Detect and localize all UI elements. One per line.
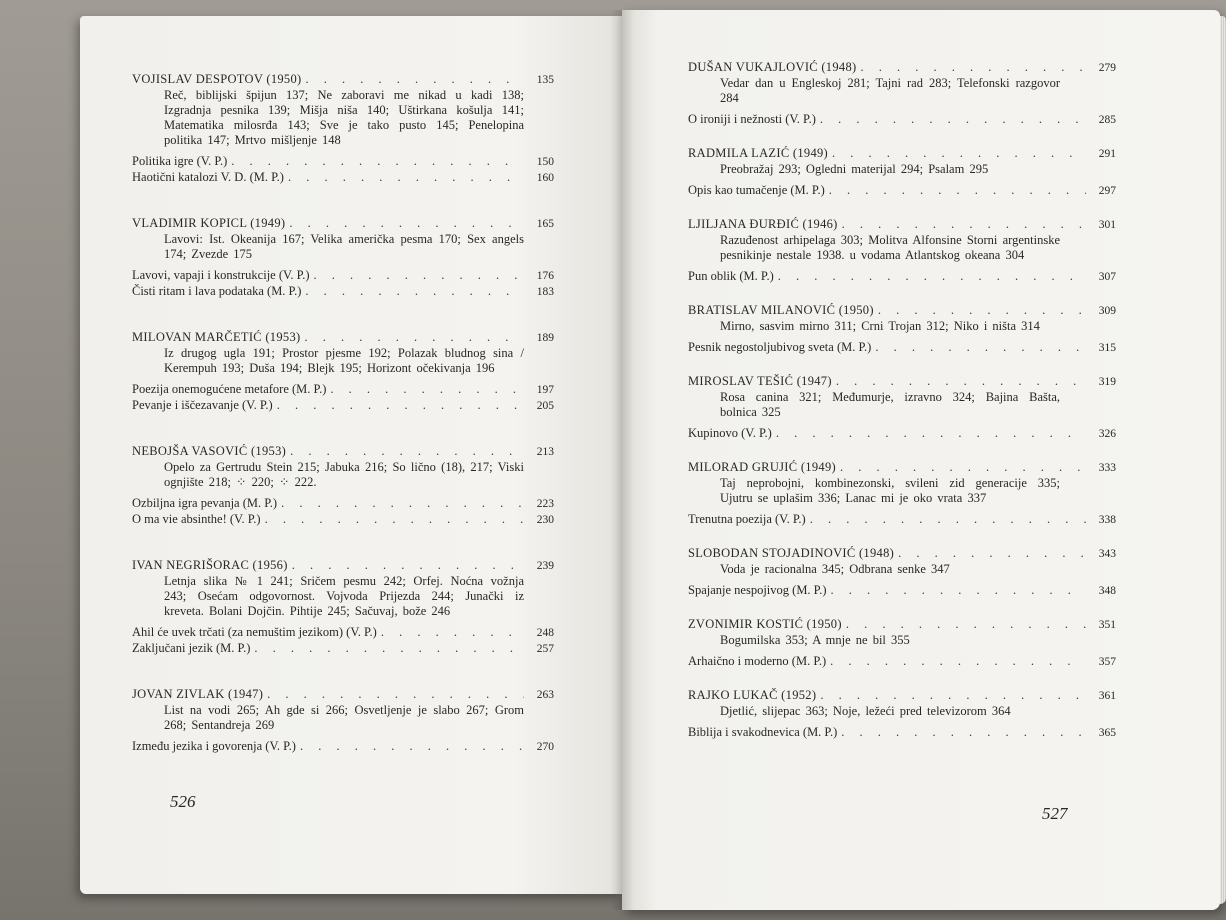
toc-author-line — [132, 558, 554, 574]
group-gap — [688, 136, 1116, 146]
page-ref: 338 — [1098, 514, 1116, 526]
leader-dots — [875, 340, 1086, 355]
toc-essay-line — [688, 725, 1116, 741]
essay-title: Pesnik negostoljubivog sveta (M. P.) — [688, 340, 872, 354]
essay-title: Čisti ritam i lava podataka (M. P.) — [132, 284, 302, 298]
page-ref: 248 — [536, 627, 554, 639]
toc-author-block — [132, 558, 554, 657]
toc-author-line — [688, 146, 1116, 162]
page-ref: 239 — [536, 560, 554, 572]
leader-dots — [846, 617, 1086, 632]
page-ref: 307 — [1098, 271, 1116, 283]
poem-list: List na vodi 265; Ah gde si 266; Osvetljenje je slabo 267; Grom 268; Sentandreja 269 — [164, 703, 524, 732]
leader-dots — [314, 268, 524, 283]
leader-dots — [292, 558, 524, 573]
author-name: RADMILA LAZIĆ (1949) — [688, 146, 829, 160]
page-ref: 351 — [1098, 619, 1116, 631]
toc-author-line — [688, 460, 1116, 476]
page-ref: 333 — [1098, 462, 1116, 474]
leader-dots — [290, 444, 524, 459]
leader-dots — [832, 146, 1086, 161]
page-ref: 135 — [536, 74, 554, 86]
page-ref: 285 — [1098, 114, 1116, 126]
group-gap — [132, 422, 554, 444]
leader-dots — [778, 269, 1086, 284]
toc-essay-line — [688, 183, 1116, 199]
leader-dots — [381, 625, 524, 640]
page-ref: 309 — [1098, 305, 1116, 317]
essay-title: Biblija i svakodnevica (M. P.) — [688, 725, 838, 739]
group-gap — [132, 665, 554, 687]
author-name: MIROSLAV TEŠIĆ (1947) — [688, 374, 832, 388]
right-toc — [688, 60, 1116, 749]
page-ref: 150 — [536, 156, 554, 168]
toc-essay-line — [132, 284, 554, 300]
page-ref: 365 — [1098, 727, 1116, 739]
leader-dots — [842, 217, 1086, 232]
essay-title: Pun oblik (M. P.) — [688, 269, 774, 283]
toc-author-block — [688, 546, 1116, 599]
leader-dots — [305, 284, 524, 299]
toc-essay-line — [132, 625, 554, 641]
toc-author-line — [132, 72, 554, 88]
essay-title: Spajanje nespojivog (M. P.) — [688, 583, 827, 597]
right-page-number: 527 — [1042, 804, 1068, 823]
essay-title: Opis kao tumačenje (M. P.) — [688, 183, 825, 197]
leader-dots — [254, 641, 524, 656]
toc-author-line — [688, 374, 1116, 390]
author-name: MILOVAN MARČETIĆ (1953) — [132, 330, 301, 344]
poem-list: Preobražaj 293; Ogledni materijal 294; Psalam 295 — [720, 162, 989, 176]
poem-list: Letnja slika № 1 241; Sričem pesmu 242; Orfej. Noćna vožnja 243; Osećam odgovornost. Vojvoda Prijezda 244; Junački iz kreveta. Bolani Dojčin. Pihtije 245; Sačuvaj, bože 246 — [164, 574, 524, 618]
page-ref: 270 — [536, 741, 554, 753]
page-ref: 230 — [536, 514, 554, 526]
group-gap — [688, 207, 1116, 217]
group-gap — [688, 607, 1116, 617]
page-ref: 357 — [1098, 656, 1116, 668]
page-ref: 315 — [1098, 342, 1116, 354]
page-ref: 297 — [1098, 185, 1116, 197]
essay-title: Lavovi, vapaji i konstrukcije (V. P.) — [132, 268, 310, 282]
essay-title: Između jezika i govorenja (V. P.) — [132, 739, 296, 753]
page-ref: 263 — [536, 689, 554, 701]
page-ref: 257 — [536, 643, 554, 655]
toc-author-block — [688, 303, 1116, 356]
toc-author-block — [132, 72, 554, 186]
leader-dots — [820, 688, 1086, 703]
leader-dots — [304, 330, 524, 345]
poem-list: Iz drugog ugla 191; Prostor pjesme 192; Polazak bludnog sina / Kerempuh 193; Duša 194; Blejk 195; Horizont očekivanja 196 — [164, 346, 524, 375]
poem-list: Bogumilska 353; A mnje ne bil 355 — [720, 633, 910, 647]
author-name: JOVAN ZIVLAK (1947) — [132, 687, 264, 701]
author-name: ZVONIMIR KOSTIĆ (1950) — [688, 617, 842, 631]
leader-dots — [836, 374, 1086, 389]
toc-essay-line — [132, 170, 554, 186]
toc-author-block — [688, 688, 1116, 741]
author-name: RAJKO LUKAČ (1952) — [688, 688, 817, 702]
essay-title: Ozbiljna igra pevanja (M. P.) — [132, 496, 278, 510]
leader-dots — [898, 546, 1086, 561]
toc-author-line — [688, 546, 1116, 562]
poem-list: Vedar dan u Engleskoj 281; Tajni rad 283; Telefonski razgovor 284 — [720, 76, 1060, 105]
toc-author-block — [132, 444, 554, 528]
page-ref: 361 — [1098, 690, 1116, 702]
leader-dots — [820, 112, 1086, 127]
essay-title: Pevanje i iščezavanje (V. P.) — [132, 398, 273, 412]
essay-title: Arhaično i moderno (M. P.) — [688, 654, 827, 668]
leader-dots — [289, 216, 524, 231]
page-ref: 291 — [1098, 148, 1116, 160]
leader-dots — [306, 72, 525, 87]
toc-author-line — [688, 303, 1116, 319]
page-ref: 223 — [536, 498, 554, 510]
toc-essay-line — [688, 269, 1116, 285]
leader-dots — [841, 725, 1086, 740]
toc-author-line — [132, 687, 554, 703]
author-name: LJILJANA ĐURĐIĆ (1946) — [688, 217, 838, 231]
poem-list: Razuđenost arhipelaga 303; Molitva Alfonsine Storni argentinske pesnikinje nestale 1938. u vodama Atlantskog okeana 304 — [720, 233, 1060, 262]
essay-title: Zaključani jezik (M. P.) — [132, 641, 251, 655]
toc-essay-line — [688, 112, 1116, 128]
essay-title: O ma vie absinthe! (V. P.) — [132, 512, 261, 526]
group-gap — [688, 678, 1116, 688]
group-gap — [688, 450, 1116, 460]
toc-essay-line — [132, 382, 554, 398]
page-ref: 189 — [536, 332, 554, 344]
page-ref: 301 — [1098, 219, 1116, 231]
toc-author-line — [688, 60, 1116, 76]
toc-essay-line — [132, 641, 554, 657]
group-gap — [132, 308, 554, 330]
toc-author-block — [132, 687, 554, 755]
author-name: VOJISLAV DESPOTOV (1950) — [132, 72, 302, 86]
group-gap — [688, 536, 1116, 546]
toc-author-block — [688, 146, 1116, 199]
leader-dots — [330, 382, 524, 397]
group-gap — [688, 364, 1116, 374]
toc-essay-line — [688, 654, 1116, 670]
essay-title: Poezija onemogućene metafore (M. P.) — [132, 382, 327, 396]
leader-dots — [281, 496, 524, 511]
author-name: MILORAD GRUJIĆ (1949) — [688, 460, 836, 474]
toc-essay-line — [132, 268, 554, 284]
poem-list: Opelo za Gertrudu Stein 215; Jabuka 216; So lično (18), 217; Viski ognjište 218; ⁘ 220; ⁘ 222. — [164, 460, 524, 489]
leader-dots — [860, 60, 1086, 75]
left-page-number: 526 — [170, 792, 196, 811]
group-gap — [132, 536, 554, 558]
toc-author-line — [688, 688, 1116, 704]
page-ref: 213 — [536, 446, 554, 458]
toc-author-block — [688, 617, 1116, 670]
toc-author-block — [132, 330, 554, 414]
page-ref: 279 — [1098, 62, 1116, 74]
toc-author-line — [132, 216, 554, 232]
toc-author-line — [132, 444, 554, 460]
poem-list: Mirno, sasvim mirno 311; Crni Trojan 312; Niko i ništa 314 — [720, 319, 1040, 333]
toc-essay-line — [132, 496, 554, 512]
page-edge — [1220, 16, 1226, 904]
toc-essay-line — [132, 739, 554, 755]
toc-essay-line — [688, 583, 1116, 599]
toc-essay-line — [688, 340, 1116, 356]
poem-list: Lavovi: Ist. Okeanija 167; Velika američka pesma 170; Sex angels 174; Zvezde 175 — [164, 232, 524, 261]
poem-list: Taj neprobojni, kombinezonski, svileni zid generacije 335; Ujutru se uplašim 336; Lanac mi je oko vrata 337 — [720, 476, 1060, 505]
toc-essay-line — [132, 398, 554, 414]
toc-author-line — [132, 330, 554, 346]
leader-dots — [831, 583, 1086, 598]
page-ref: 319 — [1098, 376, 1116, 388]
left-toc — [132, 72, 554, 763]
poem-list: Rosa canina 321; Međumurje, izravno 324; Bajina Bašta, bolnica 325 — [720, 390, 1060, 419]
leader-dots — [830, 654, 1086, 669]
toc-author-line — [688, 217, 1116, 233]
toc-author-line — [688, 617, 1116, 633]
toc-essay-line — [132, 512, 554, 528]
leader-dots — [265, 512, 524, 527]
poem-list: Reč, biblijski špijun 137; Ne zaboravi me nikad u kadi 138; Izgradnja pesnika 139; Mišja niša 140; Uštirkana košulja 141; Matematika milosrđa 143; Sve je tako pusto 145; Penelopina politika 147; Mrtvo mišljenje 148 — [164, 88, 524, 147]
leader-dots — [829, 183, 1086, 198]
page-ref: 197 — [536, 384, 554, 396]
leader-dots — [878, 303, 1086, 318]
leader-dots — [300, 739, 524, 754]
essay-title: Haotični katalozi V. D. (M. P.) — [132, 170, 284, 184]
toc-essay-line — [688, 426, 1116, 442]
page-ref: 205 — [536, 400, 554, 412]
left-page — [80, 16, 622, 894]
leader-dots — [231, 154, 524, 169]
toc-author-block — [688, 60, 1116, 128]
poem-list: Voda je racionalna 345; Odbrana senke 347 — [720, 562, 950, 576]
author-name: DUŠAN VUKAJLOVIĆ (1948) — [688, 60, 857, 74]
toc-essay-line — [132, 154, 554, 170]
leader-dots — [267, 687, 524, 702]
group-gap — [132, 194, 554, 216]
right-page — [622, 10, 1220, 910]
leader-dots — [810, 512, 1086, 527]
page-ref: 165 — [536, 218, 554, 230]
poem-list: Djetlić, slijepac 363; Noje, ležeći pred televizorom 364 — [720, 704, 1011, 718]
essay-title: Ahil će uvek trčati (za nemuštim jezikom) (V. P.) — [132, 625, 377, 639]
page-ref: 348 — [1098, 585, 1116, 597]
leader-dots — [288, 170, 524, 185]
author-name: SLOBODAN STOJADINOVIĆ (1948) — [688, 546, 895, 560]
leader-dots — [776, 426, 1086, 441]
essay-title: Politika igre (V. P.) — [132, 154, 228, 168]
toc-author-block — [688, 460, 1116, 528]
essay-title: O ironiji i nežnosti (V. P.) — [688, 112, 816, 126]
toc-author-block — [132, 216, 554, 300]
page-ref: 183 — [536, 286, 554, 298]
author-name: IVAN NEGRIŠORAC (1956) — [132, 558, 288, 572]
toc-author-block — [688, 374, 1116, 442]
leader-dots — [840, 460, 1086, 475]
page-ref: 176 — [536, 270, 554, 282]
essay-title: Kupinovo (V. P.) — [688, 426, 772, 440]
group-gap — [688, 293, 1116, 303]
author-name: VLADIMIR KOPICL (1949) — [132, 216, 286, 230]
toc-essay-line — [688, 512, 1116, 528]
page-ref: 160 — [536, 172, 554, 184]
author-name: NEBOJŠA VASOVIĆ (1953) — [132, 444, 287, 458]
essay-title: Trenutna poezija (V. P.) — [688, 512, 806, 526]
toc-author-block — [688, 217, 1116, 285]
page-ref: 326 — [1098, 428, 1116, 440]
leader-dots — [277, 398, 524, 413]
author-name: BRATISLAV MILANOVIĆ (1950) — [688, 303, 874, 317]
page-ref: 343 — [1098, 548, 1116, 560]
